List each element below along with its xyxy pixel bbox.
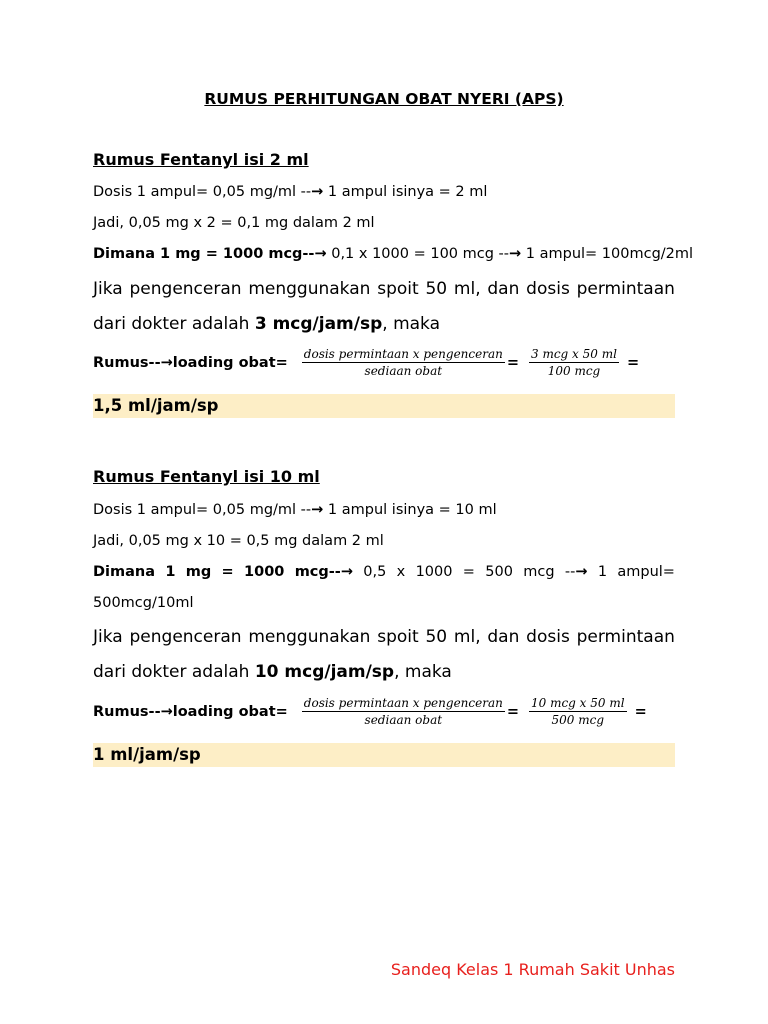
section2-para2-b: , maka bbox=[394, 662, 452, 682]
section2-line2: Jadi, 0,05 mg x 10 = 0,5 mg dalam 2 ml bbox=[93, 533, 384, 549]
word: permintaan bbox=[576, 279, 675, 299]
word: pengenceran bbox=[129, 279, 242, 299]
word: Jika bbox=[93, 279, 123, 299]
word: mg bbox=[185, 564, 212, 580]
arrow-icon: → bbox=[311, 184, 324, 200]
word: dosis bbox=[526, 279, 570, 299]
section2-line3 bbox=[93, 564, 675, 580]
word: menggunakan bbox=[248, 279, 371, 299]
section1-line1-a: Dosis 1 ampul= 0,05 mg/ml -- bbox=[93, 184, 312, 200]
section1-para2-b: , maka bbox=[382, 314, 441, 334]
fraction-numerator: dosis permintaan x pengenceran bbox=[303, 696, 503, 710]
section1-paragraph-line2 bbox=[93, 314, 440, 334]
word: menggunakan bbox=[248, 627, 371, 647]
fraction-denominator: sediaan obat bbox=[364, 364, 443, 378]
word: permintaan bbox=[576, 627, 675, 647]
word: ampul= bbox=[617, 564, 675, 580]
section2-line1-b: 1 ampul isinya = 10 ml bbox=[323, 502, 497, 518]
section2-line1 bbox=[93, 502, 497, 518]
section1-para2-a: dari dokter adalah bbox=[93, 314, 255, 334]
word: = bbox=[221, 564, 234, 580]
section1-line1-b: 1 ampul isinya = 2 ml bbox=[323, 184, 488, 200]
section1-result: 1,5 ml/jam/sp bbox=[93, 394, 675, 418]
section2-para2-a: dari dokter adalah bbox=[93, 662, 255, 682]
equals-sign: = bbox=[626, 354, 640, 371]
fraction-denominator: sediaan obat bbox=[364, 713, 443, 727]
formula-fraction-2 bbox=[529, 696, 627, 727]
section1-dose: 3 mcg/jam/sp bbox=[254, 314, 383, 334]
formula-label-b: loading obat= bbox=[172, 354, 288, 371]
footer-text: Sandeq Kelas 1 Rumah Sakit Unhas bbox=[390, 960, 675, 979]
section2-paragraph-line2 bbox=[93, 662, 452, 682]
section1-line2: Jadi, 0,05 mg x 2 = 0,1 mg dalam 2 ml bbox=[93, 215, 375, 231]
arrow-icon: → bbox=[311, 502, 324, 518]
equals-sign: = bbox=[634, 703, 647, 720]
section2-heading: Rumus Fentanyl isi 10 ml bbox=[93, 467, 320, 486]
formula-label-b: loading obat= bbox=[172, 703, 288, 720]
formula-fraction-2 bbox=[529, 347, 619, 378]
word: = bbox=[462, 564, 475, 580]
word: ml, bbox=[453, 627, 481, 647]
word-with-arrow: --→ bbox=[564, 564, 588, 580]
section1-formula bbox=[93, 347, 639, 378]
formula-fraction-1 bbox=[302, 696, 505, 727]
word: mcg bbox=[523, 564, 555, 580]
word: pengenceran bbox=[129, 627, 242, 647]
fraction-denominator: 500 mcg bbox=[551, 713, 605, 727]
word: x bbox=[396, 564, 406, 580]
fraction-denominator: 100 mcg bbox=[547, 364, 601, 378]
section1-line3-a: 0,1 x 1000 = 100 mcg -- bbox=[326, 246, 510, 262]
section1-line1 bbox=[93, 184, 487, 200]
word: spoit bbox=[377, 627, 419, 647]
equals-sign: = bbox=[506, 703, 519, 720]
arrow-icon: → bbox=[160, 354, 173, 371]
word: Jika bbox=[93, 627, 123, 647]
section2-line1-a: Dosis 1 ampul= 0,05 mg/ml -- bbox=[93, 502, 312, 518]
word: 1000 bbox=[415, 564, 453, 580]
formula-label-a: Rumus-- bbox=[93, 354, 161, 371]
section2-formula bbox=[93, 696, 647, 727]
arrow-icon: → bbox=[314, 246, 327, 262]
word: 1 bbox=[597, 564, 608, 580]
word: 1000 bbox=[244, 564, 285, 580]
word: dosis bbox=[526, 627, 570, 647]
section1-heading: Rumus Fentanyl isi 2 ml bbox=[93, 150, 309, 169]
word: ml, bbox=[453, 279, 481, 299]
word: dan bbox=[487, 627, 520, 647]
section2-result: 1 ml/jam/sp bbox=[93, 743, 675, 767]
section1-line3-b: 1 ampul= 100mcg/2ml bbox=[521, 246, 694, 262]
section1-line3-bold: Dimana 1 mg = 1000 mcg-- bbox=[93, 246, 315, 262]
word: 50 bbox=[425, 627, 448, 647]
section1-line3 bbox=[93, 246, 693, 262]
word: dan bbox=[487, 279, 520, 299]
section1-paragraph-line1 bbox=[93, 279, 675, 299]
formula-label-a: Rumus-- bbox=[93, 703, 161, 720]
page-title: RUMUS PERHITUNGAN OBAT NYERI (APS) bbox=[204, 90, 564, 108]
section2-dose: 10 mcg/jam/sp bbox=[254, 662, 395, 682]
arrow-icon: → bbox=[575, 564, 588, 580]
word: 500 bbox=[485, 564, 513, 580]
fraction-numerator: dosis permintaan x pengenceran bbox=[303, 347, 503, 361]
equals-sign: = bbox=[506, 354, 519, 371]
arrow-icon: → bbox=[509, 246, 522, 262]
fraction-numerator: 3 mcg x 50 ml bbox=[531, 347, 617, 361]
word: spoit bbox=[377, 279, 419, 299]
arrow-icon: → bbox=[340, 564, 353, 580]
word: 0,5 bbox=[363, 564, 387, 580]
formula-fraction-1 bbox=[302, 347, 505, 378]
fraction-numerator: 10 mcg x 50 ml bbox=[531, 696, 625, 710]
word: 50 bbox=[425, 279, 448, 299]
word: 1 bbox=[165, 564, 176, 580]
word: Dimana bbox=[93, 564, 156, 580]
section2-line3-continued: 500mcg/10ml bbox=[93, 595, 194, 611]
arrow-icon: → bbox=[160, 703, 173, 720]
word-with-arrow: mcg--→ bbox=[294, 564, 353, 580]
section2-paragraph-line1 bbox=[93, 627, 675, 647]
